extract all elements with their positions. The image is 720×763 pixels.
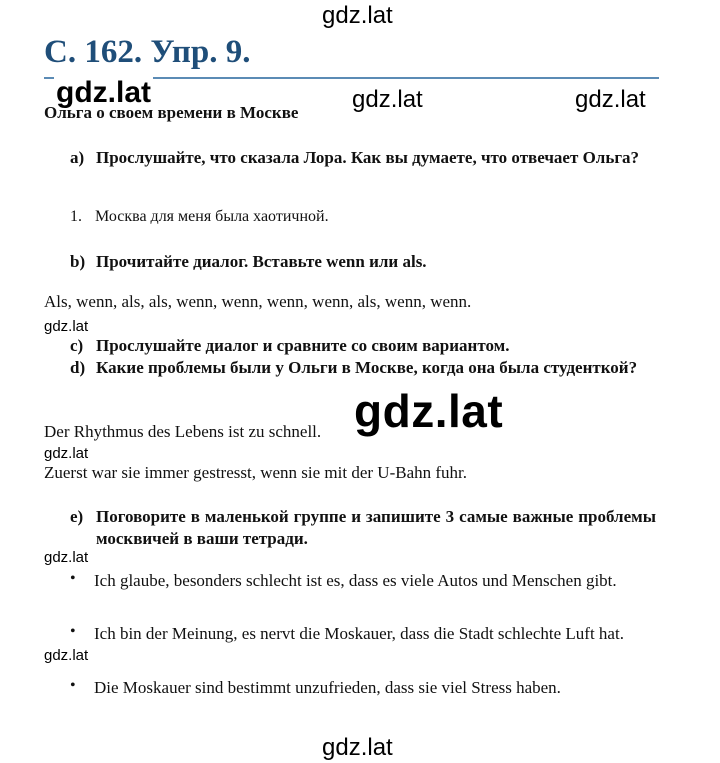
- task-b-letter: b): [70, 252, 86, 271]
- task-c-text: Прослушайте диалог и сравните со своим вариантом.: [96, 336, 510, 355]
- bullet-2-text: Ich bin der Meinung, es nervt die Moskauer, dass die Stadt schlechte Luft hat.: [94, 624, 624, 643]
- answer-d-2: Zuerst war sie immer gestresst, wenn sie mit der U-Bahn fuhr.: [44, 463, 468, 482]
- task-b: [70, 251, 658, 273]
- bullet-3-dot: •: [70, 677, 76, 694]
- task-e-letter: e): [70, 507, 84, 526]
- answer-d-1: Der Rhythmus des Lebens ist zu schnell.: [44, 422, 322, 441]
- watermark-mid-2: gdz.lat: [575, 86, 646, 113]
- answer-a-number: 1.: [70, 208, 82, 225]
- task-c: [70, 335, 658, 357]
- answer-a-text: Москва для меня была хаотичной.: [95, 208, 329, 225]
- page-title: С. 162. Упр. 9.: [44, 34, 251, 70]
- task-d-text: Какие проблемы были у Ольги в Москве, когда она была студенткой?: [96, 358, 638, 377]
- bullet-3-text: Die Moskauer sind bestimmt unzufrieden, dass sie viel Stress haben.: [94, 678, 561, 697]
- task-b-text: Прочитайте диалог. Вставьте wenn или als.: [96, 252, 427, 271]
- bullet-2-dot: •: [70, 623, 76, 640]
- watermark-small-2: gdz.lat: [44, 445, 89, 462]
- task-a-letter: a): [70, 148, 85, 167]
- watermark-small-3: gdz.lat: [44, 549, 89, 566]
- watermark-mid-1: gdz.lat: [352, 86, 423, 113]
- task-e-text: Поговорите в маленькой группе и запишите 3 самые важные проблемы москвичей в ваши тетради.: [96, 507, 656, 548]
- bullet-1-text: Ich glaube, besonders schlecht ist es, dass es viele Autos und Menschen gibt.: [94, 571, 617, 590]
- task-e: [70, 506, 658, 552]
- answer-b: Als, wenn, als, als, wenn, wenn, wenn, wenn, als, wenn, wenn.: [44, 292, 472, 311]
- task-d-letter: d): [70, 358, 86, 377]
- task-a: [70, 147, 658, 193]
- watermark-bold-left: gdz.lat: [56, 76, 151, 109]
- bullet-1-dot: •: [70, 570, 76, 587]
- watermark-top: gdz.lat: [322, 2, 393, 29]
- watermark-big-center: gdz.lat: [354, 385, 504, 437]
- watermark-small-4: gdz.lat: [44, 647, 89, 664]
- watermark-bottom: gdz.lat: [322, 734, 393, 761]
- task-a-text: Прослушайте, что сказала Лора. Как вы думаете, что отвечает Ольга?: [96, 148, 640, 167]
- task-c-letter: c): [70, 336, 84, 355]
- watermark-small-1: gdz.lat: [44, 318, 89, 335]
- section-subtitle: Ольга о своем времени в Москве: [44, 103, 299, 122]
